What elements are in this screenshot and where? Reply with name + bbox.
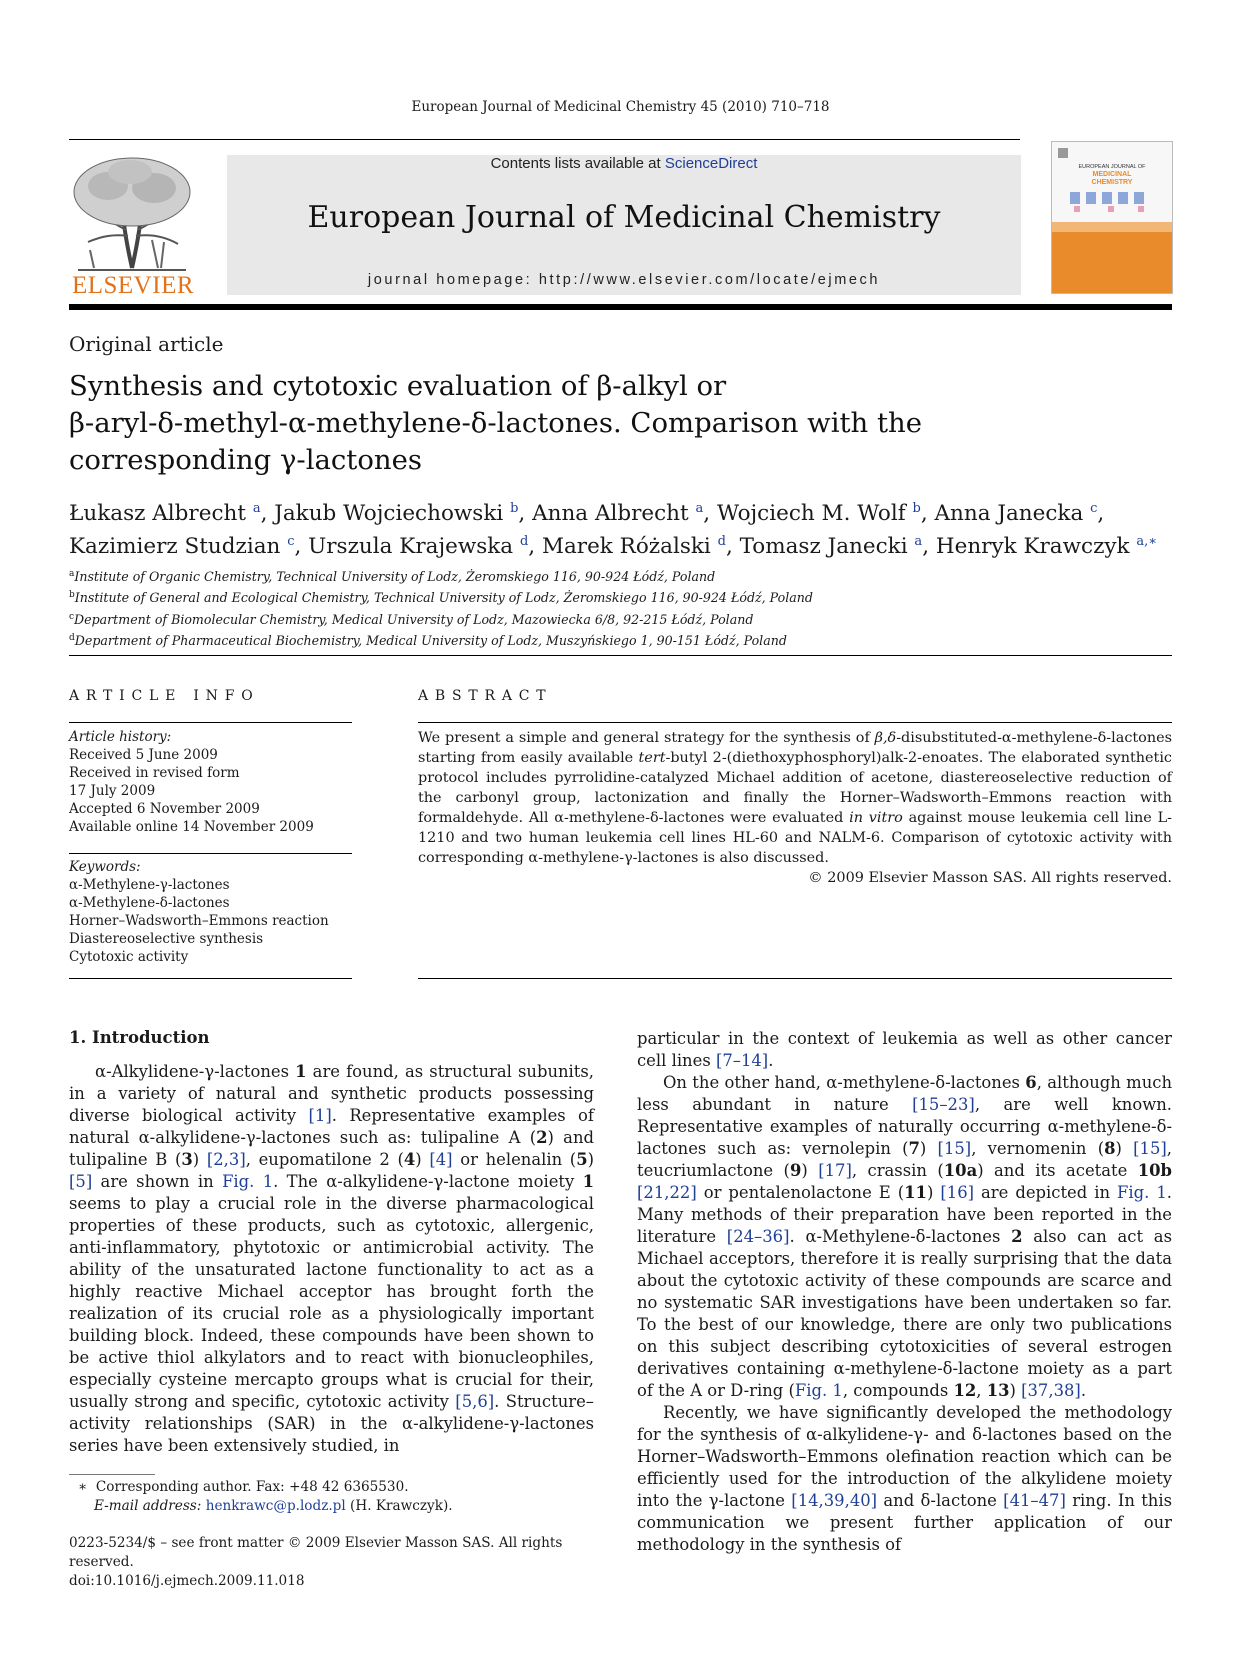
- affiliation-marker[interactable]: a: [914, 534, 923, 550]
- body-text: ,: [976, 1381, 987, 1400]
- footnote-rule: [69, 1474, 155, 1475]
- affiliation-text: Institute of Organic Chemistry, Technical University of Lodz, Żeromskiego 116, 90-924 Łódź, Poland: [74, 569, 716, 585]
- keyword-item[interactable]: α-Methylene-γ-lactones: [69, 877, 230, 893]
- body-text: ): [919, 1139, 938, 1158]
- figure-link[interactable]: Fig. 1: [222, 1172, 274, 1191]
- compound-number: 2: [1011, 1227, 1023, 1246]
- compound-number: 10b: [1137, 1161, 1173, 1180]
- author-separator: ,: [922, 534, 936, 560]
- author-separator: ,: [528, 534, 542, 560]
- body-text: ) and tulipaline B (: [69, 1128, 594, 1169]
- history-item: Accepted 6 November 2009: [69, 801, 260, 817]
- citation-link[interactable]: [1]: [308, 1106, 332, 1125]
- body-text: . Representative examples of natural α-alkylidene-γ-lactones such as: tulipaline A (: [69, 1106, 594, 1147]
- compound-number: 12: [953, 1381, 977, 1400]
- body-text: . The α-alkylidene-γ-lactone moiety: [273, 1172, 583, 1191]
- right-column: [637, 1028, 1172, 1556]
- affiliation-item: [69, 586, 1169, 607]
- body-text: seems to play a crucial role in the diverse pharmacological properties of these products, such as cytotoxic, allergenic, anti-inflammatory, phytotoxic or antimicrobial activity. The ability of the unsaturated lactone functionality to act as a highly reactive Michael acceptor has brought forth the realization of its crucial role as a physiologically important building block. Indeed, these compounds have been shown to be active thiol alkylators and to react with bionucleophiles, especially cysteine mercapto groups what is crucial for their, usually strong and specific, cytotoxic activity: [69, 1194, 594, 1411]
- author-separator: ,: [920, 501, 935, 527]
- compound-number: 5: [576, 1150, 588, 1169]
- body-text: . Many methods of their preparation have been reported in the literature: [637, 1183, 1172, 1246]
- body-text: , eupomatilone 2 (: [245, 1150, 404, 1169]
- affiliation-item: [69, 565, 1169, 586]
- citation-link[interactable]: [21,22]: [637, 1183, 697, 1202]
- history-item: Available online 14 November 2009: [69, 819, 314, 835]
- contents-line: [227, 155, 1021, 172]
- article-info-heading: ARTICLE INFO: [69, 688, 260, 704]
- citation-link[interactable]: [5,6]: [455, 1392, 495, 1411]
- affiliation-marker[interactable]: a: [695, 501, 704, 516]
- footnote-line-1: [78, 1478, 598, 1497]
- compound-number: 9: [789, 1161, 802, 1180]
- body-text: ring. In this communication we present further application of our methodology in the synthesis of: [637, 1491, 1172, 1554]
- body-text: ): [801, 1161, 819, 1180]
- author-name[interactable]: Anna Albrecht: [532, 501, 689, 527]
- body-text: .: [768, 1051, 774, 1070]
- keywords-rule: [69, 853, 352, 854]
- figure-link[interactable]: Fig. 1: [794, 1381, 843, 1400]
- article-history: [69, 728, 352, 836]
- author-separator: ,: [1097, 501, 1105, 527]
- compound-number: 1: [295, 1062, 307, 1081]
- body-text: ): [1115, 1139, 1134, 1158]
- citation-link[interactable]: [5]: [69, 1172, 93, 1191]
- paragraph: [69, 1061, 594, 1457]
- doi-line[interactable]: doi:10.1016/j.ejmech.2009.11.018: [69, 1573, 305, 1589]
- paragraph: [637, 1402, 1172, 1556]
- abstract-bottom-rule: [418, 978, 1172, 979]
- title-line-3: corresponding γ-lactones: [69, 444, 422, 476]
- body-text: .: [1080, 1381, 1087, 1400]
- compound-number: 3: [181, 1150, 193, 1169]
- citation-link[interactable]: [14,39,40]: [791, 1491, 878, 1510]
- affiliation-key: b: [69, 590, 75, 601]
- compound-number: 10a: [943, 1161, 978, 1180]
- abstract-italic: β,δ: [874, 730, 897, 746]
- abstract-text: We present a simple and general strategy for the synthesis of: [418, 730, 875, 746]
- citation-link[interactable]: [7–14]: [715, 1051, 769, 1070]
- citation-link[interactable]: [24–36]: [726, 1227, 790, 1246]
- body-text: , although much less abundant in nature: [637, 1073, 1172, 1114]
- cover-line-3: CHEMISTRY: [1091, 179, 1133, 186]
- abstract-italic: tert: [638, 750, 666, 766]
- journal-cover-thumbnail[interactable]: [1051, 141, 1173, 294]
- citation-link[interactable]: [4]: [429, 1150, 453, 1169]
- author-list: [69, 495, 1179, 561]
- body-text: , compounds: [842, 1381, 954, 1400]
- body-text: On the other hand, α-methylene-δ-lactones: [663, 1073, 1026, 1092]
- sciencedirect-link[interactable]: ScienceDirect: [664, 155, 758, 172]
- issn-line: 0223-5234/$ – see front matter © 2009 Elsevier Masson SAS. All rights reserved.: [69, 1535, 563, 1570]
- author-separator: ,: [294, 534, 309, 560]
- compound-number: 2: [536, 1128, 548, 1147]
- top-rule: [69, 139, 1020, 140]
- elsevier-wordmark-text: ELSEVIER: [71, 272, 195, 299]
- author-name[interactable]: Kazimierz Studzian: [69, 534, 281, 560]
- compound-number: 11: [904, 1183, 927, 1202]
- body-text: ) and its acetate: [977, 1161, 1138, 1180]
- author-separator: ,: [725, 534, 740, 560]
- title-line-2: β-aryl-δ-methyl-α-methylene-δ-lactones. Comparison with the: [69, 407, 923, 439]
- body-text: ): [926, 1183, 941, 1202]
- author-line-2: [69, 528, 1179, 561]
- masthead-thick-rule: [69, 304, 1172, 310]
- author-name[interactable]: Anna Janecka: [934, 501, 1084, 527]
- journal-masthead: [227, 155, 1021, 295]
- info-bottom-rule: [69, 978, 352, 979]
- citation-link[interactable]: [15–23]: [912, 1095, 975, 1114]
- compound-number: 6: [1025, 1073, 1037, 1092]
- abstract-text: -butyl 2-(diethoxyphosphoryl)alk-2-enoates. The elaborated synthetic protocol includes pyrrolidine-catalyzed Michael addition of acetone, diastereoselective reduction of the carbonyl group, lactonization and finally the Horner–Wadsworth–Emmons reaction with formaldehyde. All α-methylene-δ-lactones were evaluated: [418, 750, 1172, 826]
- author-name[interactable]: Łukasz Albrecht: [69, 501, 246, 527]
- body-text: α-Alkylidene-γ-lactones: [95, 1062, 296, 1081]
- keyword-item[interactable]: Diastereoselective synthesis: [69, 931, 264, 947]
- body-text: . α-Methylene-δ-lactones: [789, 1227, 1012, 1246]
- affiliation-key: c: [69, 611, 75, 622]
- body-text: , crassin (: [851, 1161, 944, 1180]
- running-head: European Journal of Medicinal Chemistry 45 (2010) 710–718: [411, 99, 830, 115]
- author-name[interactable]: Urszula Krajewska: [308, 534, 514, 560]
- author-name[interactable]: Tomasz Janecki: [739, 534, 908, 560]
- journal-title: European Journal of Medicinal Chemistry: [307, 200, 941, 235]
- author-separator: ,: [260, 501, 275, 527]
- front-matter: [69, 1534, 629, 1591]
- affiliation-key: a: [69, 569, 75, 579]
- body-text: Recently, we have significantly developed the methodology for the synthesis of α-alkylidene-γ- and δ-lactones based on the Horner–Wadsworth–Emmons olefination reaction which can be efficiently used for the introduction of the alkylidene moiety into the γ-lactone: [637, 1403, 1172, 1510]
- abstract-rule: [418, 722, 1172, 723]
- history-label: Article history:: [69, 729, 172, 745]
- journal-homepage-link[interactable]: journal homepage: http://www.elsevier.com/locate/ejmech: [367, 272, 881, 288]
- affiliation-text: Department of Pharmaceutical Biochemistry, Medical University of Lodz, Muszyńskiego 1, 90-151 Łódź, Poland: [74, 633, 787, 649]
- body-text: are found, as structural subunits, in a variety of natural and synthetic products possessing diverse biological activity: [69, 1062, 595, 1125]
- body-text: are shown in: [92, 1172, 223, 1191]
- author-name[interactable]: Marek Różalski: [541, 534, 711, 560]
- citation-link[interactable]: [41–47]: [1003, 1491, 1066, 1510]
- keyword-item[interactable]: Horner–Wadsworth–Emmons reaction: [69, 913, 329, 929]
- compound-number: 1: [582, 1172, 594, 1191]
- cover-line-1: EUROPEAN JOURNAL OF: [1078, 164, 1146, 170]
- footnote-text: Corresponding author. Fax: +48 42 6365530.: [95, 1479, 409, 1495]
- author-name[interactable]: Henryk Krawczyk: [935, 534, 1130, 560]
- affiliation-item: [69, 608, 1169, 629]
- body-text: ): [587, 1150, 594, 1169]
- compound-number: 8: [1104, 1139, 1116, 1158]
- body-text: also can act as Michael acceptors, therefore it is really surprising that the data about the cytotoxic activity of these compounds are scarce and no systematic SAR investigations have been undertaken so far. To the best of our knowledge, there are only two publications on this subject describing cytotoxicities of several estrogen derivatives containing α-methylene-δ-lactone moiety as a part of the A or D-ring (: [637, 1227, 1172, 1400]
- footnote-line-2: [78, 1497, 598, 1516]
- history-item: Received in revised form: [69, 765, 240, 781]
- author-name[interactable]: Wojciech M. Wolf: [716, 501, 906, 527]
- elsevier-wordmark: [68, 272, 198, 300]
- affiliation-rule: [69, 655, 1172, 656]
- affiliation-marker[interactable]: b: [510, 501, 519, 516]
- citation-link[interactable]: [16]: [940, 1183, 975, 1202]
- abstract-body: [418, 728, 1172, 888]
- body-text: particular in the context of leukemia as well as other cancer cell lines: [637, 1029, 1172, 1070]
- title-line-1: Synthesis and cytotoxic evaluation of β-alkyl or: [69, 370, 727, 402]
- affiliation-marker[interactable]: d: [519, 534, 529, 550]
- footnote-text: (H. Krawczyk).: [345, 1498, 453, 1514]
- cover-line-2: MEDICINAL: [1092, 171, 1132, 178]
- contents-prefix: Contents lists available at: [490, 155, 665, 172]
- body-text: or helenalin (: [452, 1150, 577, 1169]
- history-item: Received 5 June 2009: [69, 747, 218, 763]
- citation-link[interactable]: [17]: [818, 1161, 852, 1180]
- affiliation-marker[interactable]: c: [1090, 501, 1098, 516]
- footnote-mark: ∗: [78, 1479, 88, 1495]
- body-text: ): [1009, 1381, 1022, 1400]
- affiliation-key: d: [69, 633, 75, 644]
- keyword-item[interactable]: α-Methylene-δ-lactones: [69, 895, 230, 911]
- keywords: [69, 858, 352, 966]
- abstract-text: -disubstituted-α-methylene-δ-lactones starting from easily available: [418, 730, 1172, 766]
- body-text: , vernomenin (: [971, 1139, 1105, 1158]
- citation-link[interactable]: [15]: [937, 1139, 972, 1158]
- compound-number: 7: [908, 1139, 920, 1158]
- author-separator: ,: [518, 501, 533, 527]
- affiliation-text: Department of Biomolecular Chemistry, Medical University of Lodz, Mazowiecka 6/8, 92-215 Łódź, Poland: [74, 612, 754, 628]
- affiliation-marker[interactable]: b: [912, 501, 921, 516]
- body-text: ): [192, 1150, 207, 1169]
- body-text: , teucriumlactone (: [637, 1139, 1173, 1180]
- paragraph-continuation: [637, 1028, 1172, 1072]
- abstract-italic: in vitro: [849, 810, 903, 826]
- citation-link[interactable]: [37,38]: [1021, 1381, 1081, 1400]
- article-title: [69, 368, 1069, 479]
- body-text: , are well known. Representative examples of naturally occurring α-methylene-δ-lactones such as: vernolepin (: [637, 1095, 1173, 1158]
- keyword-item[interactable]: Cytotoxic activity: [69, 949, 189, 965]
- citation-link[interactable]: [15]: [1133, 1139, 1167, 1158]
- body-text: or pentalenolactone E (: [696, 1183, 905, 1202]
- body-text: . Structure–activity relationships (SAR) in the α-alkylidene-γ-lactones series have been extensively studied, in: [69, 1392, 594, 1455]
- author-separator: ,: [703, 501, 717, 527]
- left-column: [69, 1061, 594, 1457]
- email-link[interactable]: henkrawc@p.lodz.pl: [205, 1498, 346, 1514]
- compound-number: 13: [986, 1381, 1010, 1400]
- abstract-heading: ABSTRACT: [418, 688, 553, 704]
- affiliation-item: [69, 629, 1169, 650]
- corresponding-author-footnote: [78, 1478, 598, 1516]
- body-text: ): [415, 1150, 430, 1169]
- keywords-label: Keywords:: [69, 859, 141, 875]
- author-line-1: [69, 495, 1179, 528]
- article-info-rule: [69, 722, 352, 723]
- affiliation-marker[interactable]: a,∗: [1136, 534, 1158, 550]
- email-label: E-mail address:: [94, 1498, 202, 1514]
- paragraph: [637, 1072, 1172, 1402]
- history-item: 17 July 2009: [69, 783, 156, 799]
- figure-link[interactable]: Fig. 1: [1117, 1183, 1167, 1202]
- compound-number: 4: [403, 1150, 416, 1169]
- affiliation-marker[interactable]: a: [252, 501, 261, 516]
- citation-link[interactable]: [2,3]: [206, 1150, 246, 1169]
- affiliation-list: [69, 565, 1169, 651]
- author-name[interactable]: Jakub Wojciechowski: [274, 501, 504, 527]
- section-heading-introduction: 1. Introduction: [69, 1028, 210, 1047]
- body-text: are depicted in: [974, 1183, 1118, 1202]
- article-type: Original article: [69, 332, 224, 356]
- abstract-text: against mouse leukemia cell line L-1210 and two human leukemia cell lines HL-60 and NALM-6. Comparison of cytotoxic activity with corresponding α-methylene-γ-lactones is also discussed.: [418, 810, 1172, 866]
- affiliation-marker[interactable]: c: [287, 534, 295, 550]
- abstract-copyright: © 2009 Elsevier Masson SAS. All rights reserved.: [808, 870, 1172, 886]
- affiliation-text: Institute of General and Ecological Chemistry, Technical University of Lodz, Żeromskiego 116, 90-924 Łódź, Poland: [74, 590, 813, 606]
- body-text: and δ-lactone: [877, 1491, 1004, 1510]
- affiliation-marker[interactable]: d: [717, 534, 726, 550]
